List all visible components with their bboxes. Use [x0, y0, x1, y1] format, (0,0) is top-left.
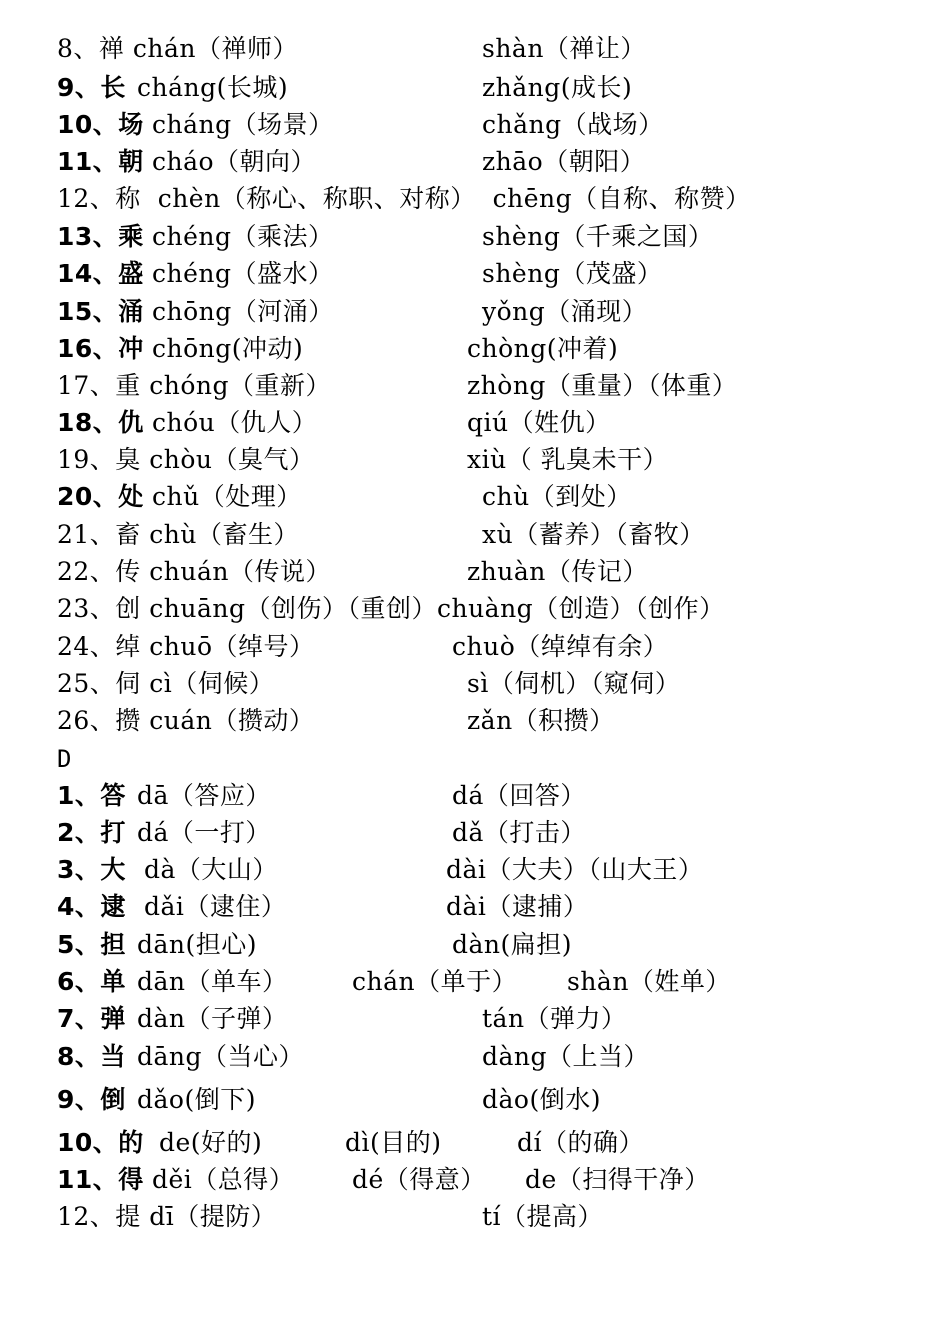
entry-line: [0, 1162, 950, 1198]
entry-text: tán（弹力）: [482, 1004, 627, 1033]
entry-text: dài（大夫）（山大王）: [446, 855, 704, 884]
entry-line: [0, 1082, 950, 1118]
entry-text: xù（蓄养）（畜牧）: [482, 520, 705, 549]
entry-text: chóu（仇人）: [152, 408, 318, 437]
entry-label: 1、答: [57, 781, 126, 810]
entry-label: 9、长: [57, 73, 126, 102]
entry-label: 18、仇: [57, 408, 144, 437]
entry-text: zhāo（朝阳）: [482, 147, 646, 176]
entry-text: chǔ（处理）: [152, 482, 302, 511]
entry-label: 20、处: [57, 482, 144, 511]
entry-text: de(好的): [159, 1128, 263, 1157]
entry-text: dá（回答）: [452, 781, 586, 810]
entry-text: tí（提高）: [482, 1202, 604, 1231]
entry-text: 24、绰 chuō（绰号）: [57, 632, 315, 661]
entry-text: de（扫得干净）: [525, 1165, 710, 1194]
entry-text: dí（的确）: [517, 1128, 644, 1157]
entry-text: cháng(长城): [137, 73, 289, 102]
entry-label: 8、当: [57, 1042, 126, 1071]
entry-text: 12、提 dī（提防）: [57, 1202, 277, 1231]
entry-label: 14、盛: [57, 259, 144, 288]
entry-text: děi（总得）: [152, 1165, 295, 1194]
entry-text: dá（一打）: [137, 818, 271, 847]
entry-text: dào(倒水): [482, 1085, 601, 1114]
entry-label: 4、逮: [57, 892, 126, 921]
entry-text: 26、攒 cuán（攒动）: [57, 706, 315, 735]
entry-line: [0, 181, 950, 217]
entry-text: dàng（上当）: [482, 1042, 650, 1071]
entry-line: [0, 144, 950, 180]
entry-text: 8、禅 chán（禅师）: [57, 34, 298, 63]
entry-text: chuò（绰绰有余）: [452, 632, 669, 661]
entry-line: [0, 927, 950, 963]
entry-text: dàn（子弹）: [137, 1004, 288, 1033]
entry-text: dài（逮捕）: [446, 892, 589, 921]
entry-label: 11、得: [57, 1165, 144, 1194]
entry-label: 3、大: [57, 855, 126, 884]
entry-text: sì（伺机）（窥伺）: [467, 669, 681, 698]
entry-text: dǎ（打击）: [452, 818, 586, 847]
entry-text: 21、畜 chù（畜生）: [57, 520, 299, 549]
entry-text: zhòng（重量）（体重）: [467, 371, 738, 400]
entry-text: shàn（姓单）: [567, 967, 731, 996]
entry-line: [0, 852, 950, 888]
entry-line: [0, 517, 950, 553]
entry-label: 5、担: [57, 930, 126, 959]
entry-label: 15、涌: [57, 297, 144, 326]
entry-text: 19、臭 chòu（臭气）: [57, 445, 315, 474]
entry-line: [0, 479, 950, 515]
entry-line: [0, 405, 950, 441]
entry-text: chǎng（战场）: [482, 110, 664, 139]
entry-text: zǎn（积攒）: [467, 706, 615, 735]
entry-text: chōng(冲动): [152, 334, 304, 363]
entry-text: xiù（ 乳臭未干）: [467, 445, 669, 474]
entry-text: cháo（朝向）: [152, 147, 317, 176]
entry-line: [0, 368, 950, 404]
entry-text: dāng（当心）: [137, 1042, 305, 1071]
entry-label: 10、的: [57, 1128, 144, 1157]
section-heading: D: [57, 745, 72, 773]
entry-label: 13、乘: [57, 222, 144, 251]
entry-label: 9、倒: [57, 1085, 126, 1114]
entry-text: dà（大山）: [144, 855, 278, 884]
entry-text: 22、传 chuán（传说）: [57, 557, 331, 586]
entry-label: 2、打: [57, 818, 126, 847]
entry-line: [0, 294, 950, 330]
entry-text: cháng（场景）: [152, 110, 334, 139]
entry-label: 7、弹: [57, 1004, 126, 1033]
entry-text: zhǎng(成长): [482, 73, 633, 102]
entry-text: yǒng（涌现）: [482, 297, 648, 326]
entry-text: chōng（河涌）: [152, 297, 334, 326]
entry-line: [0, 591, 950, 627]
entry-text: dān（单车）: [137, 967, 288, 996]
entry-line: [0, 666, 950, 702]
entry-text: chù（到处）: [482, 482, 632, 511]
entry-line: [0, 703, 950, 739]
entry-line: [0, 778, 950, 814]
entry-label: 16、冲: [57, 334, 144, 363]
entry-label: 10、场: [57, 110, 144, 139]
entry-text: 23、创 chuāng（创伤）（重创）chuàng（创造）（创作）: [57, 594, 725, 623]
entry-line: [0, 889, 950, 925]
entry-line: [0, 815, 950, 851]
entry-line: [0, 554, 950, 590]
entry-line: [0, 107, 950, 143]
entry-text: chéng（乘法）: [152, 222, 334, 251]
entry-text: 17、重 chóng（重新）: [57, 371, 332, 400]
entry-line: [0, 442, 950, 478]
entry-text: chán（单于）: [352, 967, 518, 996]
entry-label: 11、朝: [57, 147, 144, 176]
entry-text: dàn(扁担): [452, 930, 573, 959]
entry-line: [0, 1125, 950, 1161]
entry-line: [0, 256, 950, 292]
entry-line: [0, 331, 950, 367]
entry-text: shèng（千乘之国）: [482, 222, 714, 251]
entry-text: dǎo(倒下): [137, 1085, 256, 1114]
entry-line: [0, 31, 950, 67]
entry-text: 25、伺 cì（伺候）: [57, 669, 275, 698]
entry-label: 6、单: [57, 967, 126, 996]
entry-text: chéng（盛水）: [152, 259, 334, 288]
entry-text: shèng（茂盛）: [482, 259, 663, 288]
entry-line: [0, 1001, 950, 1037]
entry-line: [0, 1199, 950, 1235]
entry-text: dā（答应）: [137, 781, 271, 810]
entry-line: [0, 219, 950, 255]
entry-text: 12、称 chèn（称心、称职、对称） chēng（自称、称赞）: [57, 184, 751, 213]
entry-text: dǎi（逮住）: [144, 892, 287, 921]
entry-text: dì(目的): [345, 1128, 442, 1157]
entry-line: [0, 629, 950, 665]
entry-text: chòng(冲着): [467, 334, 619, 363]
entry-text: dé（得意）: [352, 1165, 486, 1194]
entry-text: shàn（禅让）: [482, 34, 646, 63]
entry-text: dān(担心): [137, 930, 258, 959]
entry-text: zhuàn（传记）: [467, 557, 648, 586]
entry-line: [0, 70, 950, 106]
entry-line: [0, 741, 950, 777]
entry-line: [0, 964, 950, 1000]
entry-line: [0, 1039, 950, 1075]
entry-text: qiú（姓仇）: [467, 408, 611, 437]
